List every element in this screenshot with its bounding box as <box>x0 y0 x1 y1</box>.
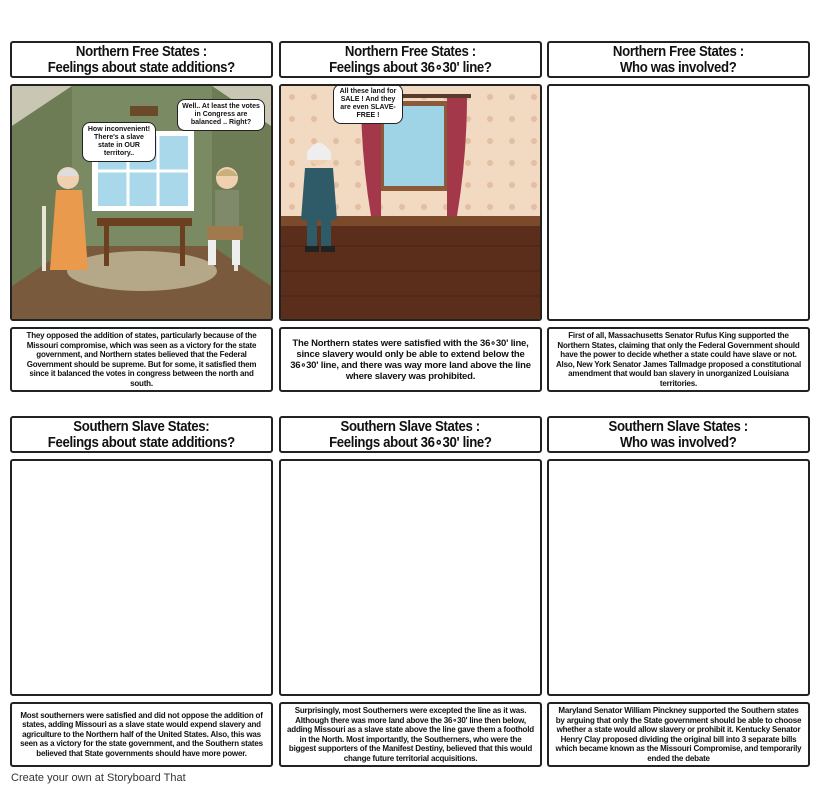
speech-bubble-woman: How inconvenient! There's a slave state in OUR territory.. <box>82 122 156 162</box>
panel-6-title <box>547 416 810 453</box>
panel-5-caption: Surprisingly, most Southerners were excepted the line as it was. Although there was more land above the 36∘30' line then below, adding Missouri as a slave state above the line gave them a foothold in the North. Most importantly, the Southerners, who were the biggest supporters of the Manifest Destiny, believed that this would change future territorial acquisitions. <box>279 702 542 767</box>
panel-4-scene <box>10 459 273 696</box>
panel-1-scene <box>10 84 273 321</box>
title-line: Feelings about 36∘30' line? <box>329 433 492 451</box>
panel-5-scene <box>279 459 542 696</box>
colonial-room-illustration <box>281 86 540 319</box>
speech-bubble-gentleman: All these land for SALE ! And they are even SLAVE-FREE ! <box>333 84 403 124</box>
panel-2-caption: The Northern states were satisfied with the 36∘30' line, since slavery would only be able to extend below the 36∘30' line, and there was way more land above the line where slavery was prohibited. <box>279 327 542 392</box>
title-line: Northern Free States : <box>76 42 207 60</box>
panel-6-caption: Maryland Senator William Pinckney supported the Southern states by arguing that only the State government should be able to choose whether a state would allow slavery or prohibit it. Kentucky Senator Henry Clay proposed dividing the original bill into 3 separate bills which became known as the Missouri Compromise, and temporarily ended the debate <box>547 702 810 767</box>
storyboard-that-credit-link[interactable]: Create your own at Storyboard That <box>11 772 186 784</box>
panel-3-caption: First of all, Massachusetts Senator Rufus King supported the Northern States, claiming that only the Federal Government should have the power to decide whether a state could have slave or not. Also, New York Senator James Tallmadge proposed a constitutional amendment that would ban slavery in unorganized Louisiana territories. <box>547 327 810 392</box>
title-line: Southern Slave States: <box>73 417 210 435</box>
title-line: Who was involved? <box>620 58 737 76</box>
panel-2-scene <box>279 84 542 321</box>
panel-3-title <box>547 41 810 78</box>
title-line: Southern Slave States : <box>608 417 749 435</box>
title-line: Northern Free States : <box>345 42 476 60</box>
panel-1-title <box>10 41 273 78</box>
panel-6-scene <box>547 459 810 696</box>
panel-4-title <box>10 416 273 453</box>
title-line: Who was involved? <box>620 433 737 451</box>
panel-5-title <box>279 416 542 453</box>
panel-2-title <box>279 41 542 78</box>
title-line: Feelings about state additions? <box>47 58 236 76</box>
title-line: Feelings about 36∘30' line? <box>329 58 492 76</box>
panel-3-scene <box>547 84 810 321</box>
title-line: Feelings about state additions? <box>47 433 236 451</box>
panel-4-caption: Most southerners were satisfied and did not oppose the addition of states, adding Missouri as a slave state would expend slavery and agriculture to the Northern half of the United States. Also, this was seen as a victory for the state government, and the Southern states believed that State governments should have more power. <box>10 702 273 767</box>
title-line: Southern Slave States : <box>340 417 481 435</box>
panel-1-caption: They opposed the addition of states, particularly because of the Missouri compromise, which was seen as a victory for the state government, and Northern states believed that the Federal Government should be supreme. But for some, it satisfied them since it balanced the votes in congress between the north and south. <box>10 327 273 392</box>
speech-bubble-man: Well.. At least the votes in Congress are balanced .. Right? <box>177 99 265 131</box>
title-line: Northern Free States : <box>613 42 744 60</box>
